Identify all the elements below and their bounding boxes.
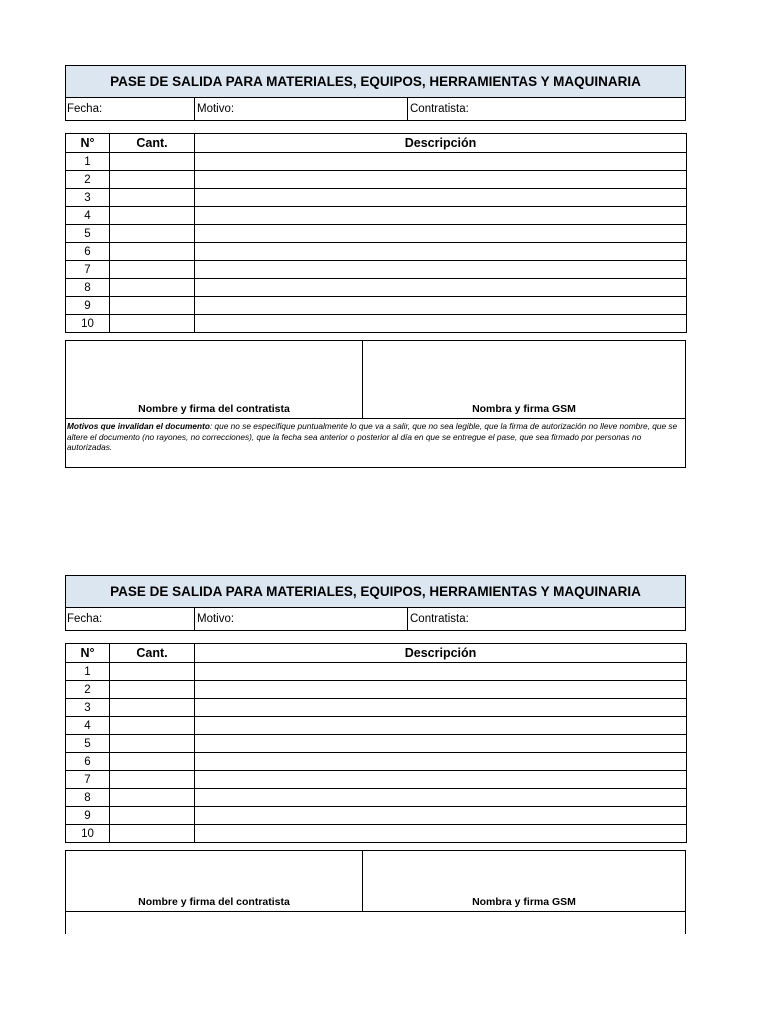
form-meta-row [65,608,686,631]
quantity-cell[interactable] [110,153,195,171]
quantity-cell[interactable] [110,279,195,297]
quantity-cell[interactable] [110,171,195,189]
table-row [66,297,687,315]
signature-section [65,340,686,419]
table-row [66,171,687,189]
quantity-cell[interactable] [110,825,195,843]
row-number: 10 [66,315,110,333]
table-row [66,771,687,789]
quantity-cell[interactable] [110,789,195,807]
quantity-cell[interactable] [110,717,195,735]
table-row [66,717,687,735]
quantity-cell[interactable] [110,735,195,753]
col-description-header: Descripción [195,134,687,153]
quantity-cell[interactable] [110,663,195,681]
description-cell[interactable] [195,189,687,207]
contratista-field[interactable]: Contratista: [410,103,469,115]
table-row [66,699,687,717]
description-cell[interactable] [195,315,687,333]
table-row [66,207,687,225]
contractor-signature-box[interactable]: Nombre y firma del contratista [66,851,363,911]
items-table [65,643,687,843]
row-number: 3 [66,699,110,717]
table-row [66,663,687,681]
col-number-header: N° [66,644,110,663]
description-cell[interactable] [195,207,687,225]
row-number: 6 [66,243,110,261]
row-number: 9 [66,297,110,315]
row-number: 10 [66,825,110,843]
row-number: 8 [66,279,110,297]
fecha-field[interactable]: Fecha: [66,608,195,630]
description-cell[interactable] [195,279,687,297]
description-cell[interactable] [195,825,687,843]
description-cell[interactable] [195,153,687,171]
row-number: 9 [66,807,110,825]
description-cell[interactable] [195,243,687,261]
description-cell[interactable] [195,171,687,189]
exit-pass-form-2 [65,575,686,934]
motivo-field[interactable]: Motivo: [195,608,408,630]
signature-section [65,850,686,912]
quantity-cell[interactable] [110,753,195,771]
row-number: 6 [66,753,110,771]
row-number: 3 [66,189,110,207]
gsm-signature-box[interactable]: Nombra y firma GSM [472,896,576,908]
description-cell[interactable] [195,735,687,753]
description-cell[interactable] [195,261,687,279]
col-quantity-header: Cant. [110,644,195,663]
row-number: 2 [66,681,110,699]
table-row [66,225,687,243]
fecha-field[interactable]: Fecha: [66,98,195,120]
table-row [66,315,687,333]
description-cell[interactable] [195,699,687,717]
gsm-signature-box[interactable]: Nombra y firma GSM [472,403,576,415]
table-row [66,279,687,297]
table-row [66,243,687,261]
row-number: 1 [66,663,110,681]
quantity-cell[interactable] [110,243,195,261]
row-number: 5 [66,735,110,753]
description-cell[interactable] [195,681,687,699]
items-table [65,133,687,333]
row-number: 5 [66,225,110,243]
contratista-field[interactable]: Contratista: [410,613,469,625]
quantity-cell[interactable] [110,189,195,207]
col-quantity-header: Cant. [110,134,195,153]
table-row [66,681,687,699]
table-header-row [66,644,687,663]
table-row [66,753,687,771]
table-row [66,807,687,825]
quantity-cell[interactable] [110,771,195,789]
quantity-cell[interactable] [110,261,195,279]
description-cell[interactable] [195,663,687,681]
col-description-header: Descripción [195,644,687,663]
form-title: PASE DE SALIDA PARA MATERIALES, EQUIPOS, HERRAMIENTAS Y MAQUINARIA [65,575,686,608]
table-row [66,189,687,207]
row-number: 4 [66,207,110,225]
quantity-cell[interactable] [110,297,195,315]
description-cell[interactable] [195,771,687,789]
table-row [66,261,687,279]
description-cell[interactable] [195,297,687,315]
description-cell[interactable] [195,807,687,825]
note-area-cut [65,912,686,934]
form-meta-row [65,98,686,121]
quantity-cell[interactable] [110,315,195,333]
contractor-signature-box[interactable]: Nombre y firma del contratista [66,341,363,418]
row-number: 7 [66,261,110,279]
invalidation-note [65,419,686,468]
description-cell[interactable] [195,753,687,771]
exit-pass-form-1 [65,65,686,468]
note-text: : que no se especifique puntualmente lo que va a salir, que no sea legible, que la firma de autorización no lleve nombre, que se altere el documento (no rayones, no correcciones), que la fecha sea anterior o posterior al día en que se entregue el pase, que sea firmado por personas no autorizadas. [67,421,678,452]
description-cell[interactable] [195,789,687,807]
quantity-cell[interactable] [110,699,195,717]
table-row [66,153,687,171]
table-row [66,825,687,843]
quantity-cell[interactable] [110,225,195,243]
note-heading: Motivos que invalidan el documento [67,421,210,431]
quantity-cell[interactable] [110,807,195,825]
quantity-cell[interactable] [110,681,195,699]
table-row [66,735,687,753]
col-number-header: N° [66,134,110,153]
table-row [66,789,687,807]
row-number: 4 [66,717,110,735]
description-cell[interactable] [195,225,687,243]
row-number: 7 [66,771,110,789]
table-header-row [66,134,687,153]
form-title: PASE DE SALIDA PARA MATERIALES, EQUIPOS, HERRAMIENTAS Y MAQUINARIA [65,65,686,98]
quantity-cell[interactable] [110,207,195,225]
row-number: 1 [66,153,110,171]
row-number: 8 [66,789,110,807]
description-cell[interactable] [195,717,687,735]
motivo-field[interactable]: Motivo: [195,98,408,120]
row-number: 2 [66,171,110,189]
